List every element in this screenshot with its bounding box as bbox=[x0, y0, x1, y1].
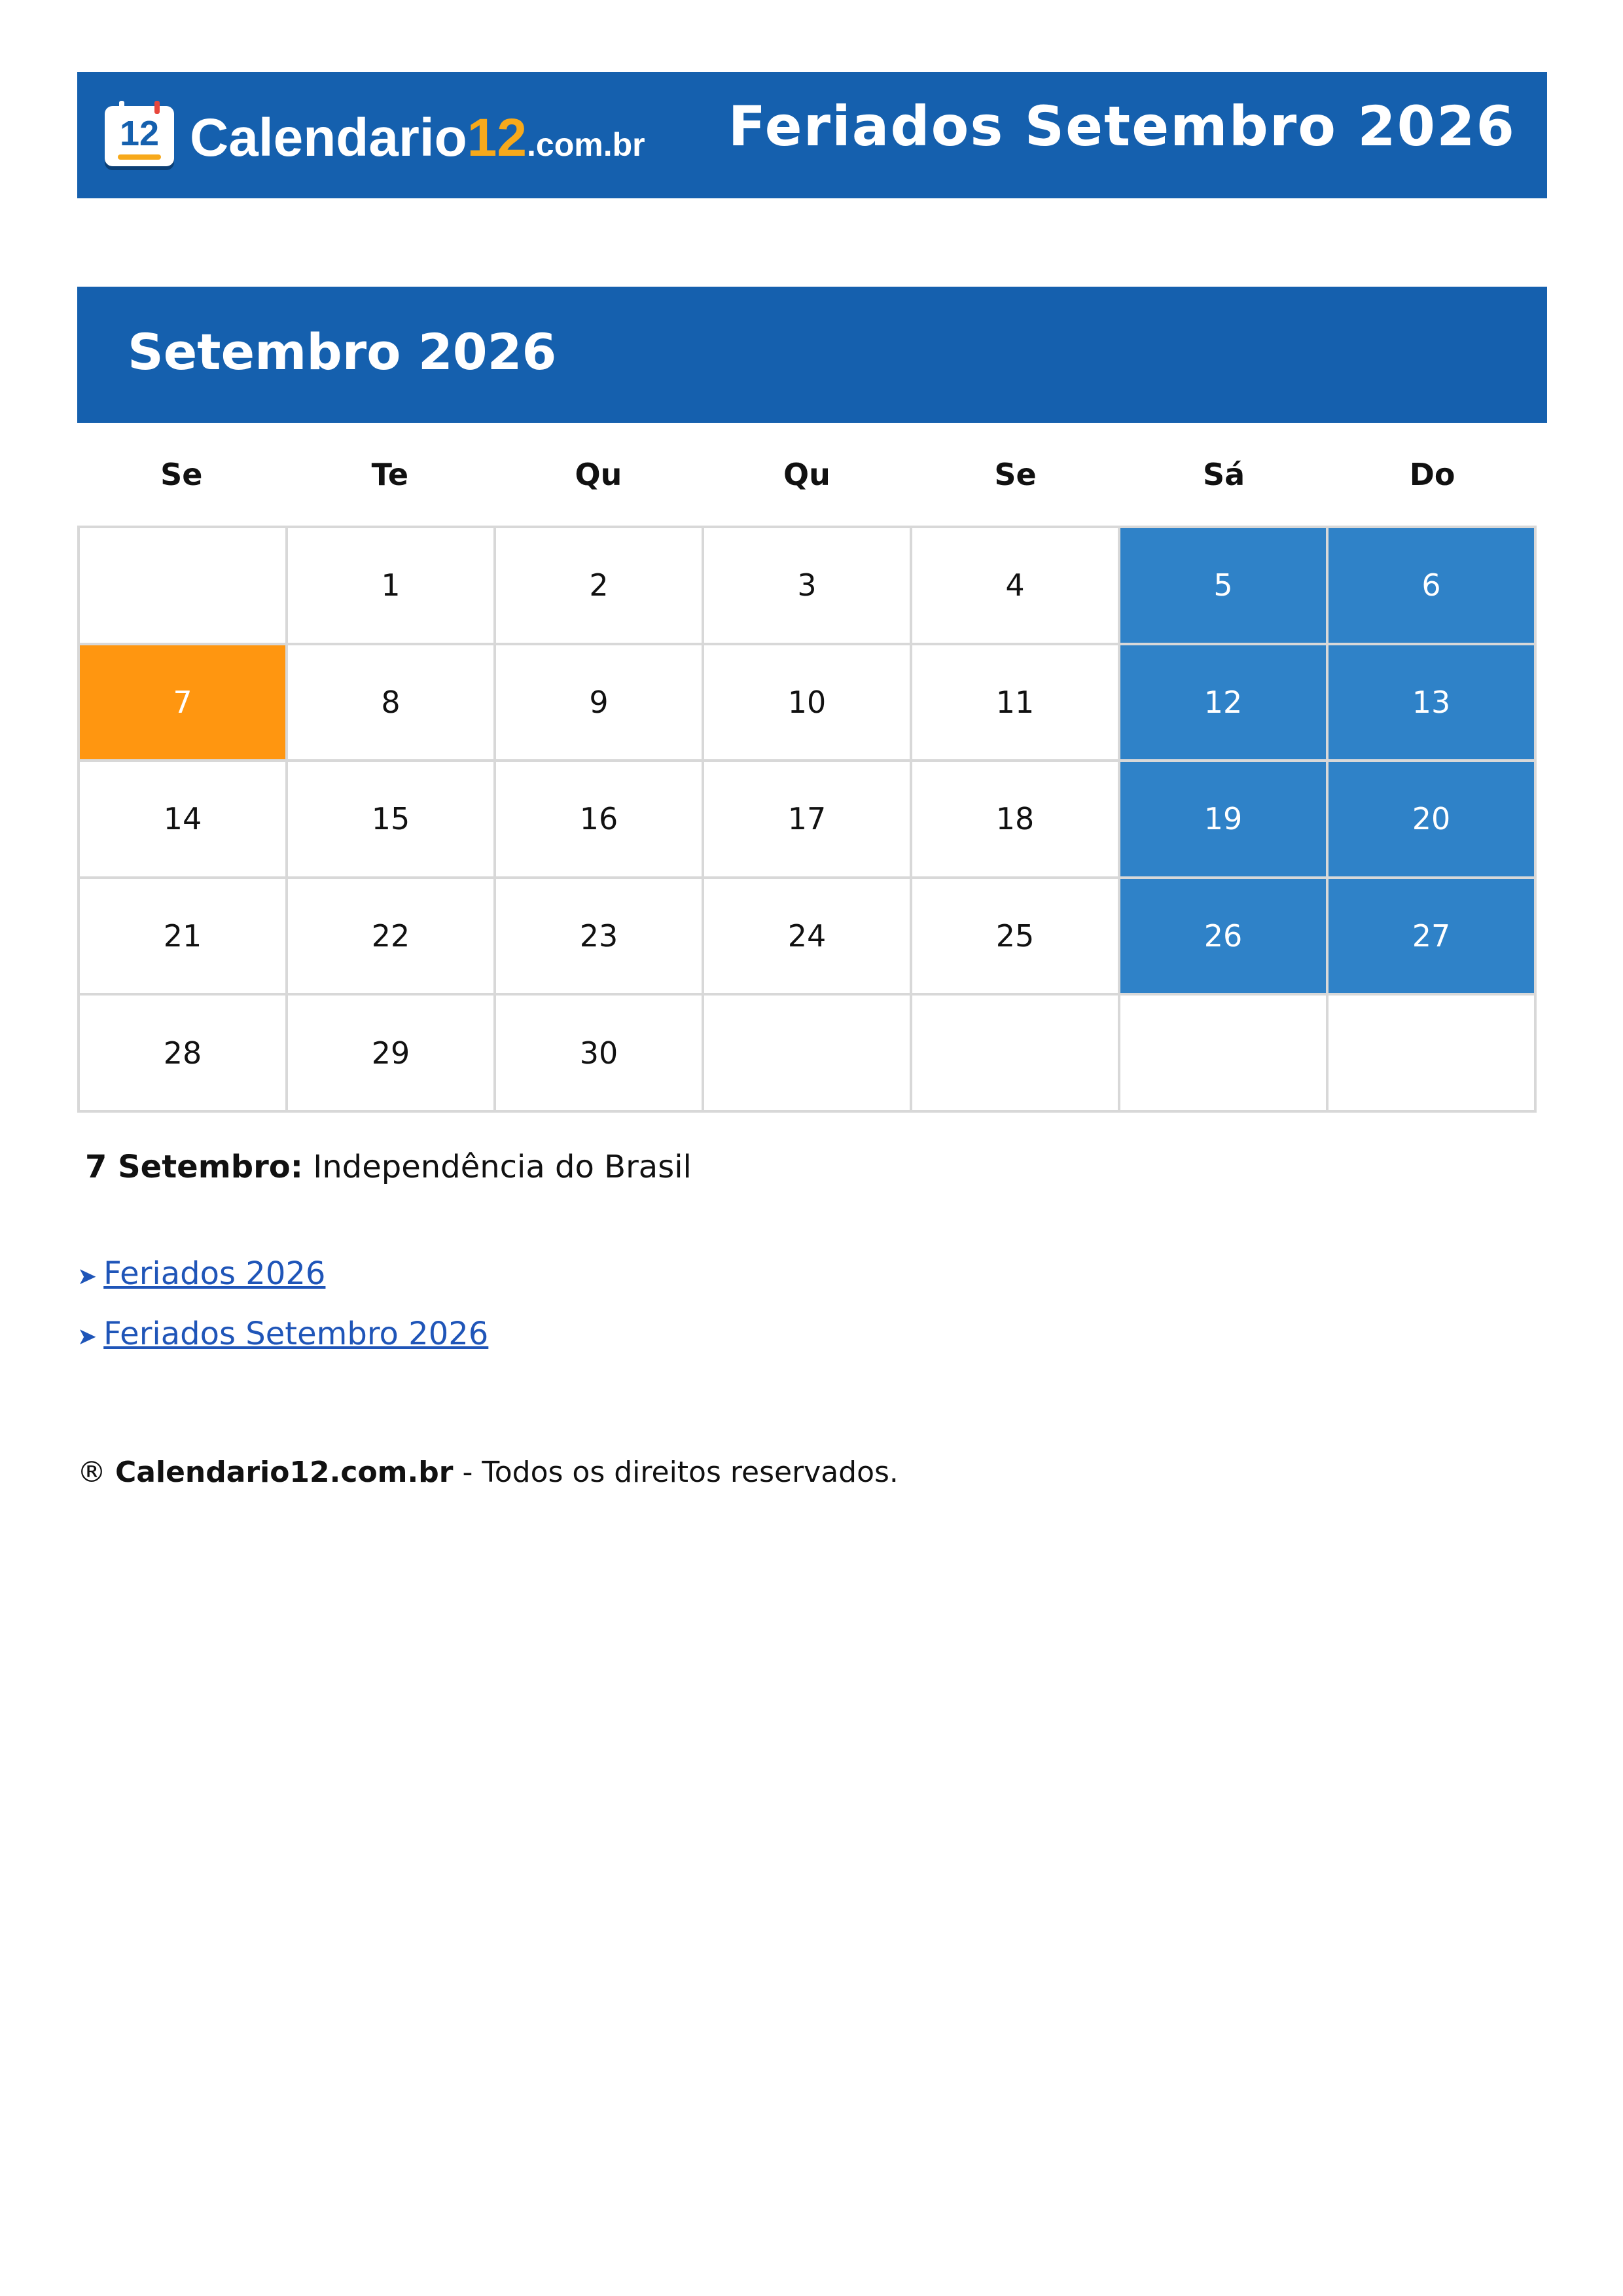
holiday-list-item bbox=[85, 1144, 692, 1190]
calendar-day-cell: 18 bbox=[912, 762, 1120, 879]
calendar-empty-cell bbox=[1120, 996, 1329, 1113]
weekday-header-row bbox=[77, 445, 1537, 504]
page-title: Feriados Setembro 2026 bbox=[728, 94, 1516, 158]
link-feriados-2026[interactable]: Feriados 2026 bbox=[103, 1255, 326, 1292]
calendar-day-cell: 20 bbox=[1329, 762, 1537, 879]
calendar-empty-cell bbox=[912, 996, 1120, 1113]
weekday-label: Se bbox=[994, 457, 1037, 492]
page-footer bbox=[77, 1450, 899, 1496]
logo-text-part3: .com.br bbox=[527, 126, 645, 163]
weekday-label: Sá bbox=[1203, 457, 1245, 492]
calendar-empty-cell bbox=[80, 528, 288, 645]
logo-text-part2: 12 bbox=[467, 108, 527, 168]
calendar-day-cell: 23 bbox=[496, 879, 704, 996]
calendar-day-cell: 28 bbox=[80, 996, 288, 1113]
calendar-day-cell: 15 bbox=[288, 762, 496, 879]
calendar-day-cell: 13 bbox=[1329, 645, 1537, 762]
calendar-day-cell: 9 bbox=[496, 645, 704, 762]
calendar-icon bbox=[105, 106, 174, 166]
calendar-day-cell: 17 bbox=[704, 762, 912, 879]
calendar-day-cell: 4 bbox=[912, 528, 1120, 645]
calendar-day-cell: 3 bbox=[704, 528, 912, 645]
calendar-day-cell: 2 bbox=[496, 528, 704, 645]
calendar-day-cell: 5 bbox=[1120, 528, 1329, 645]
registered-symbol: ® bbox=[77, 1456, 106, 1489]
weekday-label: Do bbox=[1409, 457, 1455, 492]
calendar-day-cell: 25 bbox=[912, 879, 1120, 996]
calendar-day-cell: 22 bbox=[288, 879, 496, 996]
calendar-day-cell: 29 bbox=[288, 996, 496, 1113]
footer-rights: - Todos os direitos reservados. bbox=[462, 1456, 899, 1489]
holiday-name: Independência do Brasil bbox=[313, 1149, 692, 1185]
page-header bbox=[77, 72, 1547, 198]
calendar-grid bbox=[77, 526, 1537, 1113]
calendar-day-cell: 16 bbox=[496, 762, 704, 879]
calendar-day-cell: 11 bbox=[912, 645, 1120, 762]
arrow-right-icon: ➤ bbox=[77, 1263, 98, 1290]
month-title: Setembro 2026 bbox=[128, 323, 557, 381]
weekday-label: Se bbox=[160, 457, 203, 492]
weekday-label: Te bbox=[371, 457, 409, 492]
calendar-empty-cell bbox=[704, 996, 912, 1113]
calendar-day-cell: 6 bbox=[1329, 528, 1537, 645]
link-feriados-setembro-2026[interactable]: Feriados Setembro 2026 bbox=[103, 1316, 489, 1352]
calendar-day-cell: 26 bbox=[1120, 879, 1329, 996]
logo-text bbox=[190, 109, 645, 183]
calendar-day-cell: 10 bbox=[704, 645, 912, 762]
footer-brand: Calendario12.com.br bbox=[115, 1456, 454, 1489]
calendar-day-cell: 7 bbox=[80, 645, 288, 762]
arrow-right-icon: ➤ bbox=[77, 1323, 98, 1350]
month-banner bbox=[77, 287, 1547, 423]
calendar-day-cell: 30 bbox=[496, 996, 704, 1113]
link-row bbox=[77, 1304, 488, 1364]
calendar-day-cell: 1 bbox=[288, 528, 496, 645]
link-row bbox=[77, 1244, 488, 1304]
calendar-empty-cell bbox=[1329, 996, 1537, 1113]
calendar-day-cell: 12 bbox=[1120, 645, 1329, 762]
calendar-day-cell: 21 bbox=[80, 879, 288, 996]
calendar-day-cell: 24 bbox=[704, 879, 912, 996]
weekday-label: Qu bbox=[783, 457, 830, 492]
calendar-day-cell: 27 bbox=[1329, 879, 1537, 996]
holiday-date: 7 Setembro: bbox=[85, 1149, 303, 1185]
weekday-label: Qu bbox=[575, 457, 622, 492]
related-links bbox=[77, 1244, 488, 1364]
calendar-day-cell: 8 bbox=[288, 645, 496, 762]
logo-icon-number: 12 bbox=[119, 114, 160, 153]
calendar-day-cell: 14 bbox=[80, 762, 288, 879]
logo-text-part1: Calendario bbox=[190, 108, 467, 168]
calendar-day-cell: 19 bbox=[1120, 762, 1329, 879]
